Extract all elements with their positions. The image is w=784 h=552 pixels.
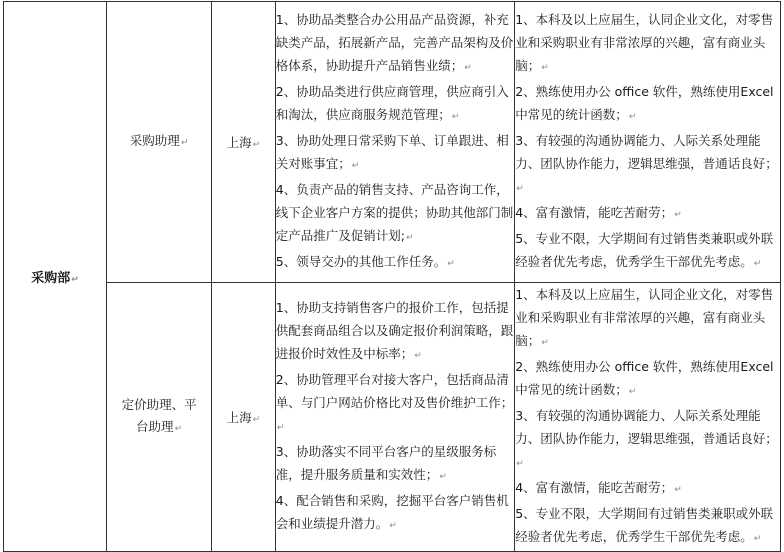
duty-item: 1、协助支持销售客户的报价工作，包括提供配套商品组合以及确定报价利润策略，跟进报价时效性及中标率；↵ [275,300,514,361]
requirement-item: 2、熟练使用办公 office 软件，熟练使用Excel 中常见的统计函数；↵ [515,84,774,122]
paragraph-mark-icon: ↵ [414,351,422,361]
duties-cell [275,283,514,552]
duty-item: 4、配合销售和采购，挖掘平台客户销售机会和业绩提升潜力。↵ [275,493,509,531]
location-cell [212,2,276,283]
paragraph-mark-icon: ↵ [753,259,762,269]
requirement-item: 2、熟练使用办公 office 软件，熟练使用Excel 中常见的统计函数；↵ [515,359,774,397]
duties-cell [275,2,514,283]
duty-item: 1、协助品类整合办公用品产品资源，补充缺类产品，拓展新产品，完善产品架构及价格体系，协助提升产品销售业绩；↵ [275,12,514,73]
position-title-line: 定价助理、平 [121,397,197,412]
paragraph-mark-icon: ↵ [516,184,524,194]
position-title-cell [107,283,212,552]
location-label: 上海 [226,410,252,425]
department-cell [4,2,107,552]
paragraph-mark-icon: ↵ [628,387,637,397]
requirement-item: 5、专业不限，大学期间有过销售类兼职或外联经验者优先考虑，优秀学生干部优先考虑。↵ [515,231,774,269]
requirement-item: 1、本科及以上应届生，认同企业文化，对零售业和采购职业有非常浓厚的兴趣，富有商业头脑；↵ [515,12,774,73]
job-table [3,1,781,552]
duty-item: 4、负责产品的销售支持、产品咨询工作，线下企业客户方案的提供；协助其他部门制定产品推广及促销计划;↵ [275,182,514,243]
table-row [4,283,781,552]
paragraph-mark-icon: ↵ [674,485,682,495]
paragraph-mark-icon: ↵ [447,259,455,269]
location-label: 上海 [226,135,252,150]
requirement-item: 4、富有激情，能吃苦耐劳；↵ [515,205,682,220]
paragraph-mark-icon: ↵ [276,423,285,433]
paragraph-mark-icon: ↵ [252,140,261,150]
requirements-cell [515,2,781,283]
paragraph-mark-icon: ↵ [174,424,183,434]
location-cell [212,283,276,552]
paragraph-mark-icon: ↵ [252,415,261,425]
paragraph-mark-icon: ↵ [541,63,549,73]
duty-item: 5、领导交办的其他工作任务。↵ [275,254,455,269]
paragraph-mark-icon: ↵ [628,112,637,122]
requirement-item: 3、有较强的沟通协调能力、人际关系处理能力、团队协作能力，逻辑思维强，普通话良好；↵ [515,408,778,469]
paragraph-mark-icon: ↵ [464,63,472,73]
position-title-line: 台助理 [136,419,174,434]
duty-item: 3、协助落实不同平台客户的星级服务标准，提升服务质量和实效性；↵ [275,444,497,482]
paragraph-mark-icon: ↵ [351,161,360,171]
paragraph-mark-icon: ↵ [541,338,549,348]
paragraph-mark-icon: ↵ [674,210,682,220]
duty-item: 3、协助处理日常采购下单、订单跟进、相关对账事宜；↵ [275,133,509,171]
requirement-item: 5、专业不限，大学期间有过销售类兼职或外联经验者优先考虑，优秀学生干部优先考虑。↵ [515,506,774,544]
paragraph-mark-icon: ↵ [180,138,189,148]
paragraph-mark-icon: ↵ [405,233,414,243]
paragraph-mark-icon: ↵ [71,275,79,285]
position-title: 采购助理 [129,133,180,148]
duty-item: 2、协助品类进行供应商管理，供应商引入和淘汰，供应商服务规范管理；↵ [275,84,509,122]
position-title-cell [107,2,212,283]
paragraph-mark-icon: ↵ [753,534,762,544]
department-label: 采购部 [31,271,71,286]
paragraph-mark-icon: ↵ [516,459,524,469]
paragraph-mark-icon: ↵ [451,112,460,122]
paragraph-mark-icon: ↵ [439,472,447,482]
table-row [4,2,781,283]
duty-item: 2、协助管理平台对接大客户，包括商品清单、与门户网站价格比对及售价维护工作；↵ [275,372,514,433]
requirement-item: 3、有较强的沟通协调能力、人际关系处理能力、团队协作能力，逻辑思维强，普通话良好；↵ [515,133,778,194]
paragraph-mark-icon: ↵ [389,521,397,531]
requirement-item: 1、本科及以上应届生，认同企业文化，对零售业和采购职业有非常浓厚的兴趣，富有商业头脑；↵ [515,287,774,348]
requirement-item: 4、富有激情，能吃苦耐劳；↵ [515,480,682,495]
requirements-cell [515,283,781,552]
